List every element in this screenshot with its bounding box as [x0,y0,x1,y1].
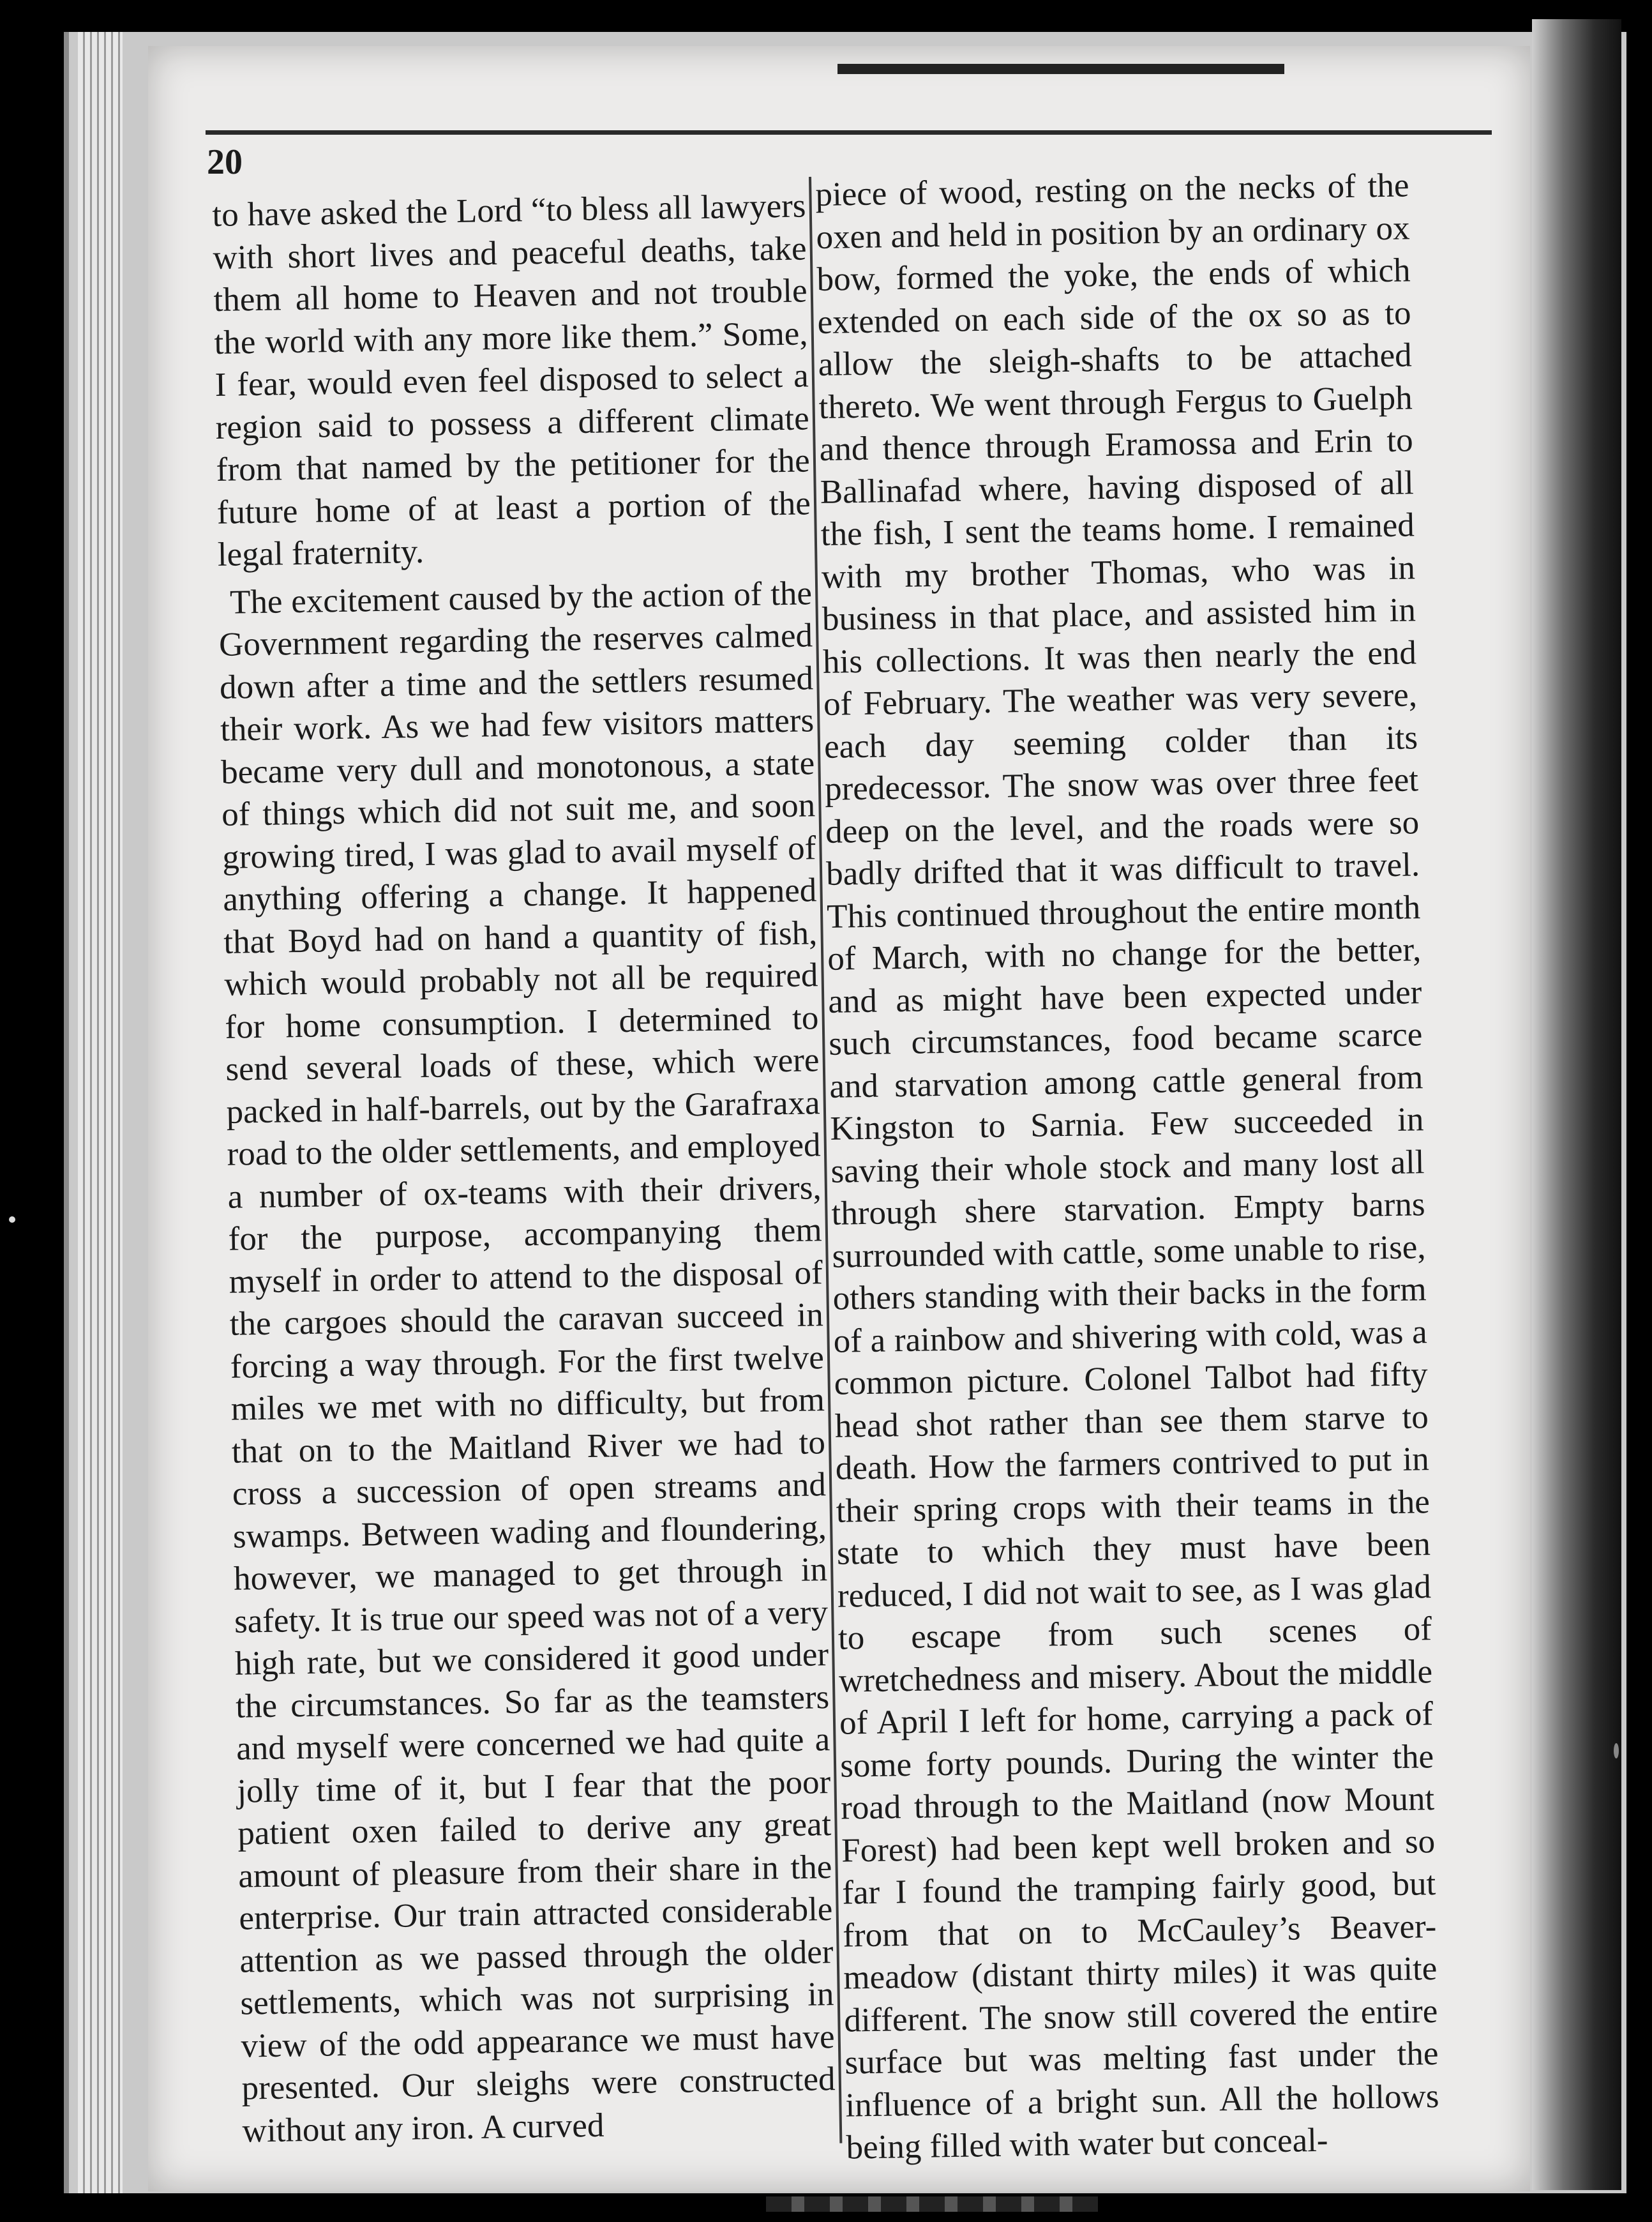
speck [9,1216,15,1223]
paragraph: The excitement caused by the action of the Government regarding the reserves calmed down after a time and the settlers resumed their work. As we had few visitors matters became very dull and monotonous, a state of things which did not suit me, and soon growing tired, I was glad to avail myself of anything offering a change. It happened that Boyd had on hand a quantity of fish, which would probably not all be required for home consumption. I determined to send several loads of these, which were packed in half-barrels, out by the Garafraxa road to the older settlements, and employed a number of ox-teams with their drivers, for the purpose, accompanying them myself in order to attend to the disposal of the cargoes should the caravan succeed in forcing a way through. For the first twelve miles we met with no difficulty, but from that on to the Maitland River we had to cross a succession of open streams and swamps. Between wading and floundering, however, we managed to get through in safety. It is true our speed was not of a very high rate, but we considered it good under the circumstances. So far as the teamsters and myself were concerned we had quite a jolly time of it, but I fear that the poor patient oxen failed to derive any great amount of pleasure from their share in the enterprise. Our train attracted considerable attention as we passed through the older settlements, which was not surprising in view of the odd appearance we must have presented. Our sleighs were constructed without any iron. A curved [218,574,836,2150]
page-number: 20 [207,142,243,182]
right-column [815,164,1440,2169]
paragraph: to have asked the Lord “to bless all lawyers with short lives and peaceful deaths, take them all home to Heaven and not trouble the world with any more like them.” Some, I fear, would even feel disposed to select a region said to possess a different climate from that named by the petitioner for the future home of at least a portion of the legal fraternity. [212,187,811,573]
scan-artifact [766,2196,1098,2212]
binding-shadow [1532,19,1621,2190]
header-rule [206,130,1492,135]
top-rule [837,64,1284,74]
speck [1614,1743,1619,1758]
book-page [148,46,1530,2191]
paragraph: piece of wood, resting on the necks of the oxen and held in position by an ordinary ox bow, formed the yoke, the ends of which extended on each side of the ox so as to allow the sleigh-shafts to be attached thereto. We went through Fergus to Guelph and thence through Eramossa and Erin to Ballinafad where, having disposed of all the fish, I sent the teams home. I remained with my brother Thomas, who was in business in that place, and assisted him in his collections. It was then nearly the end of February. The weather was very severe, each day seeming colder than its predecessor. The snow was over three feet deep on the level, and the roads were so badly drifted that it was difficult to travel. This continued throughout the entire month of March, with no change for the better, and as might have been expected under such circumstances, food became scarce and starvation among cattle general from Kingston to Sarnia. Few succeeded in saving their whole stock and many lost all through shere starvation. Empty barns surrounded with cattle, some unable to rise, others standing with their backs in the form of a rainbow and shivering with cold, was a common picture. Colonel Talbot had fifty head shot rather than see them starve to death. How the farmers contrived to put in their spring crops with their teams in the state to which they must have been reduced, I did not wait to see, as I was glad to escape from such scenes of wretchedness and misery. About the middle of April I left for home, carrying a pack of some forty pounds. During the winter the road through to the Maitland (now Mount Forest) had been kept well broken and so far I found the tramping fairly good, but from that on to McCauley’s Beaver-meadow (distant thirty miles) it was quite different. The snow still covered the entire surface but was melting fast under the influence of a bright sun. All the hollows being filled with water but conceal- [815,167,1439,2166]
left-column [212,185,836,2152]
